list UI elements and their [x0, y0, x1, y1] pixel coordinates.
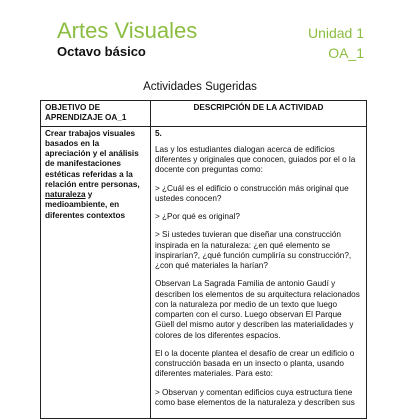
- objective-code: OA_1: [328, 45, 364, 61]
- objective-column-header: OBJETIVO DE APRENDIZAJE OA_1: [41, 101, 151, 127]
- description-question: > ¿Por qué es original?: [155, 212, 240, 221]
- activities-table: [40, 100, 367, 419]
- section-title: Actividades Sugeridas: [143, 81, 257, 93]
- table-header-row: [41, 101, 367, 127]
- description-question: > Si ustedes tuvieran que diseñar una construcción inspirada en la naturaleza: ¿en qué elemento se inspirarían?, ¿qué función cumpliría su construcción?, ¿con qué materiales la harían?: [155, 230, 352, 270]
- description-paragraph: Observan La Sagrada Familia de antonio Gaudí y describen los elementos de su arquitectura relacionados con la naturaleza por medio de un texto que luego comparten con el curso. Luego observan El Parque Güell del mismo autor y describen las materialidades y colores de los diferentes espacios.: [155, 279, 360, 340]
- description-paragraph: Las y los estudiantes dialogan acerca de edificios diferentes y originales que conocen, guiados por el o la docente con preguntas como:: [155, 144, 356, 175]
- unit-label: Unidad 1: [307, 25, 364, 41]
- description-step: > Observan y comentan edificios cuya estructura tiene como base elementos de la naturaleza y describen sus: [155, 387, 355, 407]
- description-paragraph: El o la docente plantea el desafío de crear un edificio o construcción basada en un insecto o planta, usando diferentes materiales. Para esto:: [155, 348, 355, 379]
- description-column-header: DESCRIPCIÓN DE LA ACTIVIDAD: [151, 101, 367, 127]
- description-cell: [151, 126, 367, 419]
- description-question: > ¿Cuál es el edificio o construcción más original que ustedes conocen?: [155, 183, 349, 203]
- table-row: [41, 126, 367, 419]
- grade-level: Octavo básico: [57, 44, 146, 59]
- objective-underlined-word: naturaleza: [45, 190, 86, 199]
- objective-text-start: Crear trabajos visuales basados en la apreciación y el análisis de manifestaciones estéticas referidas a la relación entre personas,: [45, 128, 140, 189]
- subject-title: Artes Visuales: [57, 18, 198, 43]
- activity-number: 5.: [155, 128, 162, 138]
- objective-cell: [41, 126, 151, 419]
- objective-text-end: y medioambiente, en diferentes contextos: [45, 190, 126, 220]
